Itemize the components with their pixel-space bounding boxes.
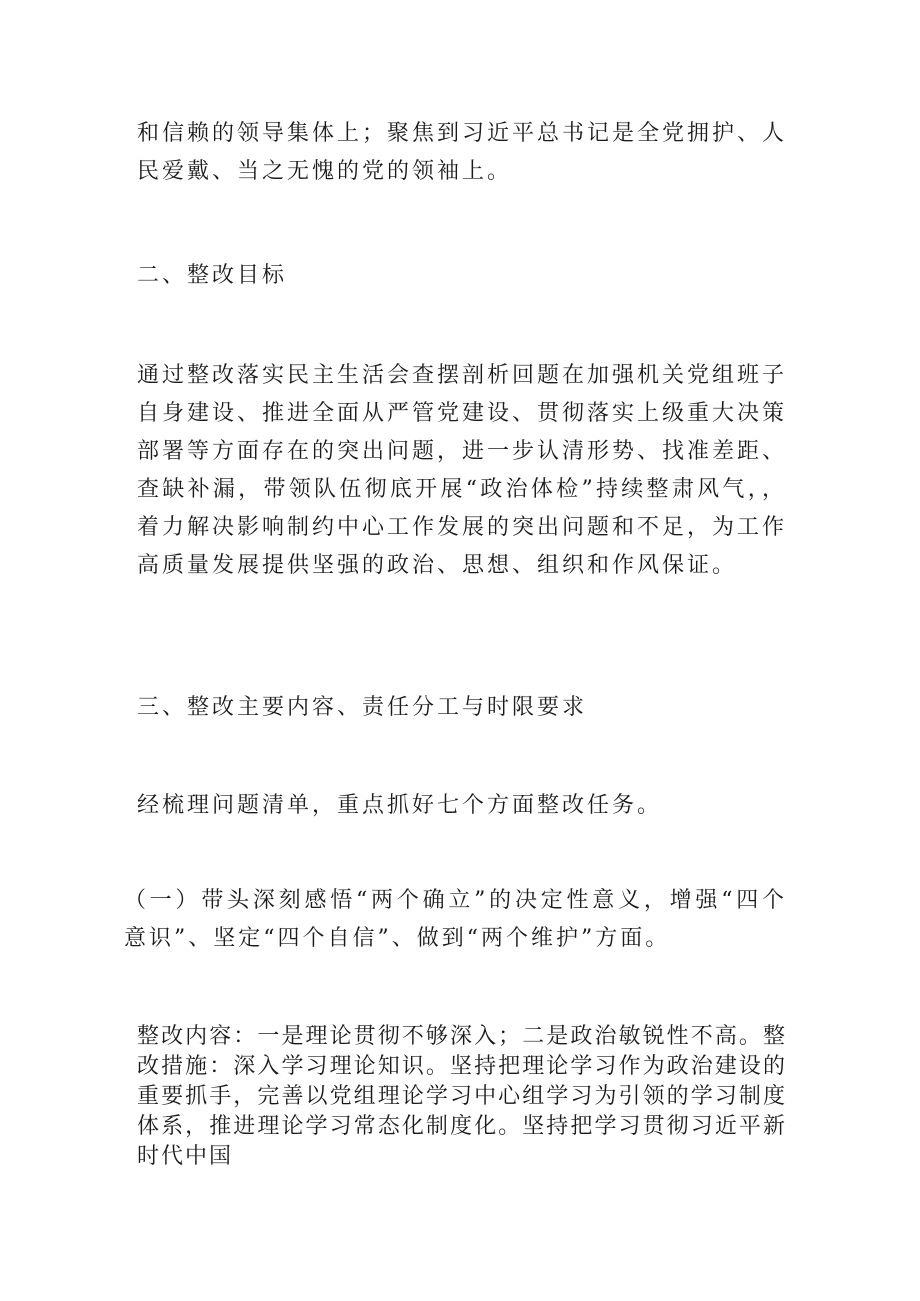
section-heading-main-content: 三、整改主要内容、责任分工与时限要求 bbox=[137, 695, 588, 720]
section-heading-goals: 二、整改目标 bbox=[137, 263, 288, 288]
paragraph-goals-body: 通过整改落实民主生活会查摆剖析回题在加强机关党组班子自身建设、推进全面从严管党建设、贯彻落实上级重大决策部署等方面存在的突出问题，进一步认清形势、找准差距、查缺补漏，带领队伍彻底开展“政治体检”持续整肃风气，，着力解决影响制约中心工作发展的突出问题和不足，为工作高质量发展提供坚强的政治、思想、组织和作风保证。 bbox=[137, 363, 788, 578]
paragraph-rectification-content: 整改内容：一是理论贯彻不够深入；二是政治敏锐性不高。整改措施：深入学习理论知识。坚持把理论学习作为政治建设的重要抓手，完善以党组理论学习中心组学习为引领的学习制度体系，推进理论学习常态化制度化。坚持把学习贯彻习近平新时代中国 bbox=[137, 1024, 787, 1169]
paragraph-leadership-continuation: 和信赖的领导集体上；聚焦到习近平总书记是全党拥护、人民爱戴、当之无愧的党的领袖上。 bbox=[137, 121, 788, 184]
paragraph-task-summary: 经梳理问题清单，重点抓好七个方面整改任务。 bbox=[137, 793, 663, 818]
subsection-heading-one: （一）带头深刻感悟“两个确立”的决定性意义，增强“四个意识”、坚定“四个自信”、做到“两个维护”方面。 bbox=[124, 888, 787, 951]
